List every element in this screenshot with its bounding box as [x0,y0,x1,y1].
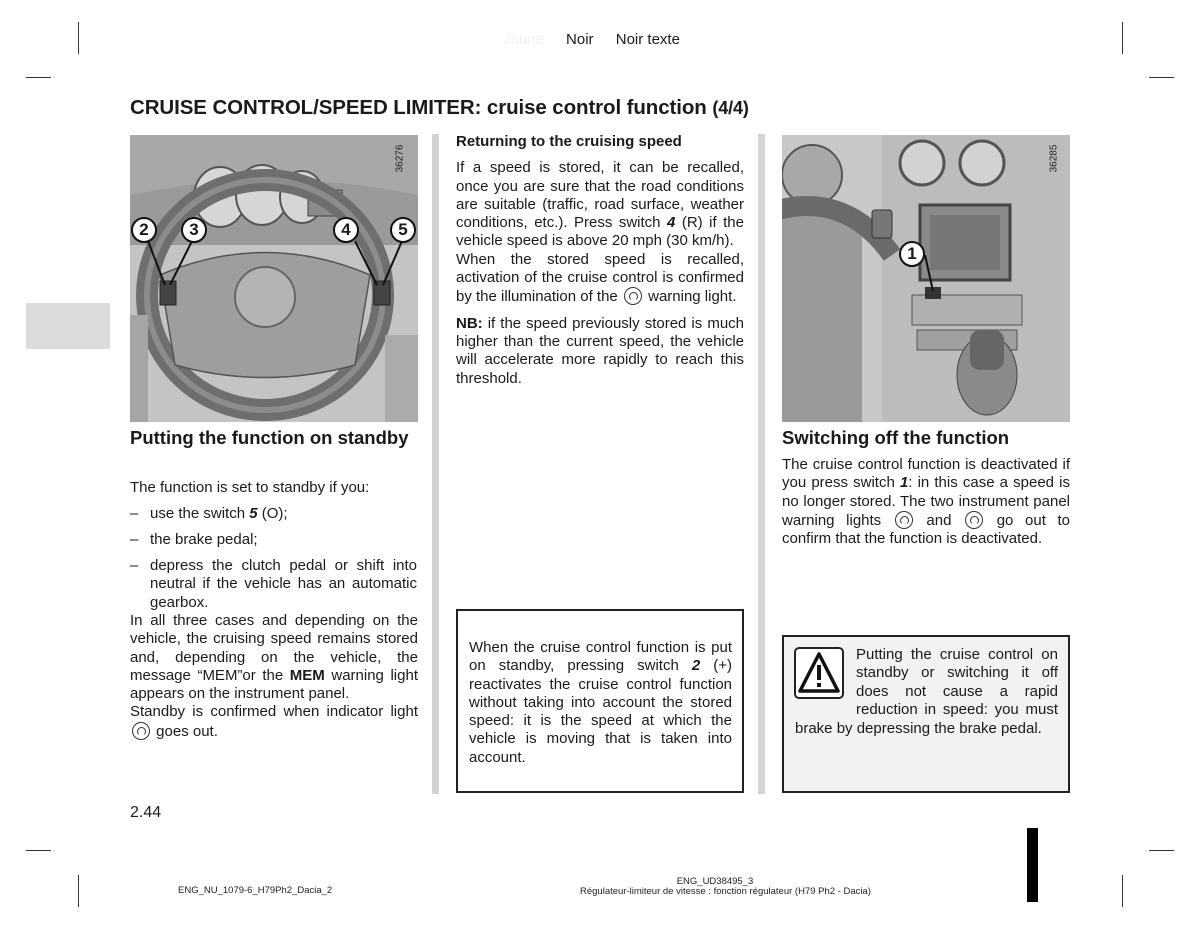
text-part: goes out. [152,722,218,740]
switch-off-paragraph [782,456,1070,548]
bullet-item [130,557,418,615]
callout-4: 4 [333,217,359,243]
text-part: If a speed is stored, it can be recalled, once you are sure that the road conditions are suitable (traffic, road surface, weather conditions, etc.). Press switch [456,159,744,232]
callout-5: 5 [390,217,416,243]
footer-center-desc: Régulateur-limiteur de vitesse : fonction régulateur (H79 Ph2 - Dacia) [580,886,871,897]
figure-number: 36276 [394,144,406,173]
cruise-indicator-icon [132,722,150,740]
warning-text [795,646,1058,738]
text-part: : in this case a speed is no longer stored. The two instrument panel warning lights [782,474,1070,529]
crop-mark [26,850,51,851]
section-tab [26,303,110,349]
text-part: and [914,511,964,529]
bullet-text [150,505,417,523]
thumb-index-bar [1027,828,1038,902]
standby-heading: Putting the function on standby [130,427,409,448]
figure-number: 36285 [1048,144,1060,173]
nb-label: NB: [456,314,483,332]
page-title-part: (4/4) [712,98,749,118]
returning-heading: Returning to the cruising speed [456,133,682,150]
column-separator [758,134,765,794]
text-part: When the stored speed is recalled, activation of the cruise control is confirmed by the illumination of the [456,250,744,306]
crop-mark [1122,22,1123,54]
warning-box [782,635,1070,793]
text-part: (R) if the vehicle speed is above 20 mph (30 km/h). [456,214,744,250]
dashboard-illustration [782,135,1070,422]
page-number: 2.44 [130,804,162,821]
bullet-dash: – [130,505,139,522]
switch-off-heading: Switching off the function [782,427,1010,448]
speedometer-warning-icon [895,511,913,529]
bullet-dash: – [130,531,139,548]
steering-wheel-illustration [130,135,418,422]
callout-3: 3 [181,217,207,243]
crop-mark [1149,850,1174,851]
cruise-indicator-icon [624,287,642,305]
note-box [456,609,744,793]
bullet-item [130,531,418,551]
warning-text-content: Putting the cruise control on standby or switching it off does not cause a rapid reduction in speed: you must brake by depressing the brake pedal. [795,646,1058,737]
color-label-noir-texte: Noir texte [615,31,680,48]
color-label-jaune: Jaune [503,31,544,48]
bullet-text: the brake pedal; [150,531,258,548]
crop-mark [1122,875,1123,907]
switch-number: 2 [691,657,701,675]
switch-number: 5 [249,505,258,522]
cruise-indicator-icon [965,511,983,529]
bullet-text: depress the clutch pedal or shift into neutral if the vehicle has an automatic gearbox. [150,557,417,611]
text-part: (+) reactivates the cruise control function without taking into account the stored speed: it is the speed at which the vehicle is moving that is taken into account. [469,657,732,766]
note-text [469,639,732,767]
footer-center-code: ENG_UD38495_3 [676,876,754,887]
callout-2: 2 [131,217,157,243]
switch-number: 1 [899,474,909,492]
icon-spacer [795,646,856,702]
footer-left-code: ENG_NU_1079-6_H79Ph2_Dacia_2 [178,885,333,896]
text-part: go out to confirm that the function is deactivated. [782,511,1070,548]
standby-paragraph [130,612,418,741]
page-title [130,96,749,120]
text-part: When the cruise control function is put on standby, pressing switch [469,639,732,675]
text-part: warning light. [643,288,737,306]
crop-mark [26,77,51,78]
bullet-dash: – [130,557,139,574]
callout-1: 1 [899,241,925,267]
column-separator [432,134,439,794]
crop-mark [78,875,79,907]
crop-mark [1149,77,1174,78]
print-color-labels [503,31,698,48]
bullet-text-part: (O); [257,505,288,522]
color-label-noir: Noir [566,31,594,48]
returning-section [456,133,744,388]
text-part: The cruise control function is deactivated if you press switch [782,456,1070,492]
switch-number: 4 [667,214,676,232]
standby-intro: The function is set to standby if you: [130,479,370,496]
bullet-item [130,505,418,525]
bullet-text-part: use the switch [150,505,250,522]
mem-label: MEM [289,666,325,684]
crop-mark [78,22,79,54]
text-part: Standby is confirmed when indicator light [130,703,418,721]
text-part: if the speed previously stored is much higher than the current speed, the vehicle will accelerate more rapidly to reach this threshold. [456,314,744,387]
text-part: In all three cases and depending on the vehicle, the cruising speed remains stored and, depending on the vehicle, the message “MEM”or the [130,612,418,684]
text-part: warning light appears on the instrument panel. [130,666,418,703]
page-title-text: CRUISE CONTROL/SPEED LIMITER: cruise control function [130,96,707,119]
